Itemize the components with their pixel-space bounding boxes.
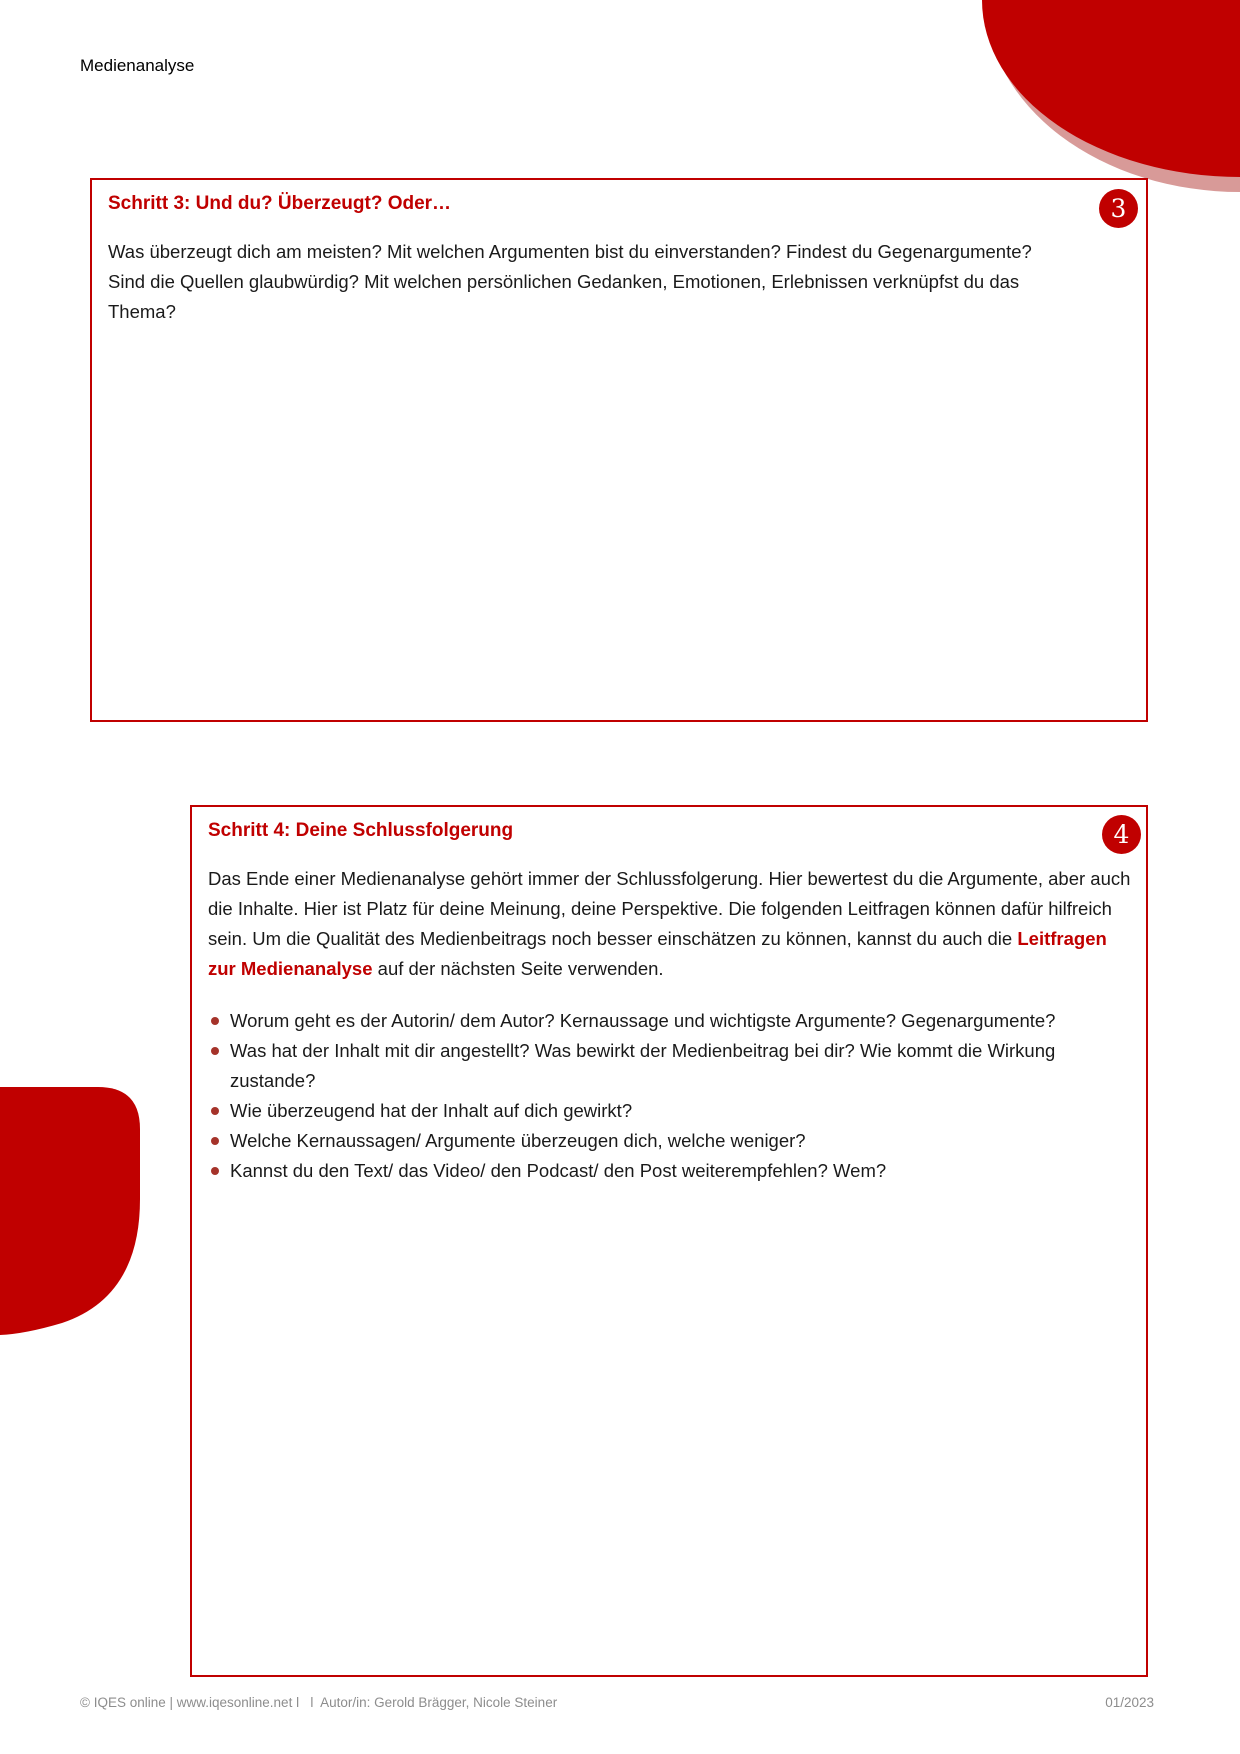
list-item: Welche Kernaussagen/ Argumente überzeugen dich, welche weniger?	[208, 1126, 1106, 1156]
step-3-title: Schritt 3: Und du? Überzeugt? Oder…	[108, 193, 452, 214]
step-4-box	[190, 805, 1148, 1677]
step-4-badge-number: 4	[1113, 820, 1130, 849]
list-item: Was hat der Inhalt mit dir angestellt? Was bewirkt der Medienbeitrag bei dir? Wie kommt die Wirkung zustande?	[208, 1036, 1106, 1096]
step-4-intro-before: Das Ende einer Medienanalyse gehört immer der Schlussfolgerung. Hier bewertest du die Argumente, aber auch die Inhalte. Hier ist Platz für deine Meinung, deine Perspektive. Die folgenden Leitfragen können dafür hilfreich sein. Um die Qualität des Medienbeitrags noch besser einschätzen zu können, kannst du auch die	[208, 868, 1131, 949]
list-item: Kannst du den Text/ das Video/ den Podcast/ den Post weiterempfehlen? Wem?	[208, 1156, 1106, 1186]
step-4-badge	[1102, 815, 1141, 854]
corner-blob-top-right	[982, 0, 1240, 177]
step-4-intro-after: auf der nächsten Seite verwenden.	[372, 958, 664, 979]
page-footer	[80, 1695, 1154, 1710]
list-item: Wie überzeugend hat der Inhalt auf dich gewirkt?	[208, 1096, 1106, 1126]
list-item: Worum geht es der Autorin/ dem Autor? Kernaussage und wichtigste Argumente? Gegenargumente?	[208, 1006, 1106, 1036]
step-3-box	[90, 178, 1148, 722]
step-4-title: Schritt 4: Deine Schlussfolgerung	[208, 820, 514, 841]
step-3-badge-number: 3	[1110, 194, 1127, 223]
step-4-question-list	[208, 1006, 1106, 1186]
step-3-badge	[1099, 189, 1138, 228]
corner-blob-left	[0, 1087, 160, 1347]
footer-credit: © IQES online | www.iqesonline.net l l Autor/in: Gerold Brägger, Nicole Steiner	[80, 1695, 558, 1710]
step-3-body-text: Was überzeugt dich am meisten? Mit welchen Argumenten bist du einverstanden? Findest du Gegenargumente? Sind die Quellen glaubwürdig? Mit welchen persönlichen Gedanken, Emotionen, Erlebnissen verknüpfst du das Thema?	[108, 241, 1032, 322]
page-title: Medienanalyse	[80, 56, 195, 75]
footer-date: 01/2023	[1105, 1695, 1154, 1710]
step-4-intro-text	[208, 864, 1138, 984]
leitfragen-link[interactable]: Leitfragen zur Medienanalyse	[208, 928, 1107, 979]
